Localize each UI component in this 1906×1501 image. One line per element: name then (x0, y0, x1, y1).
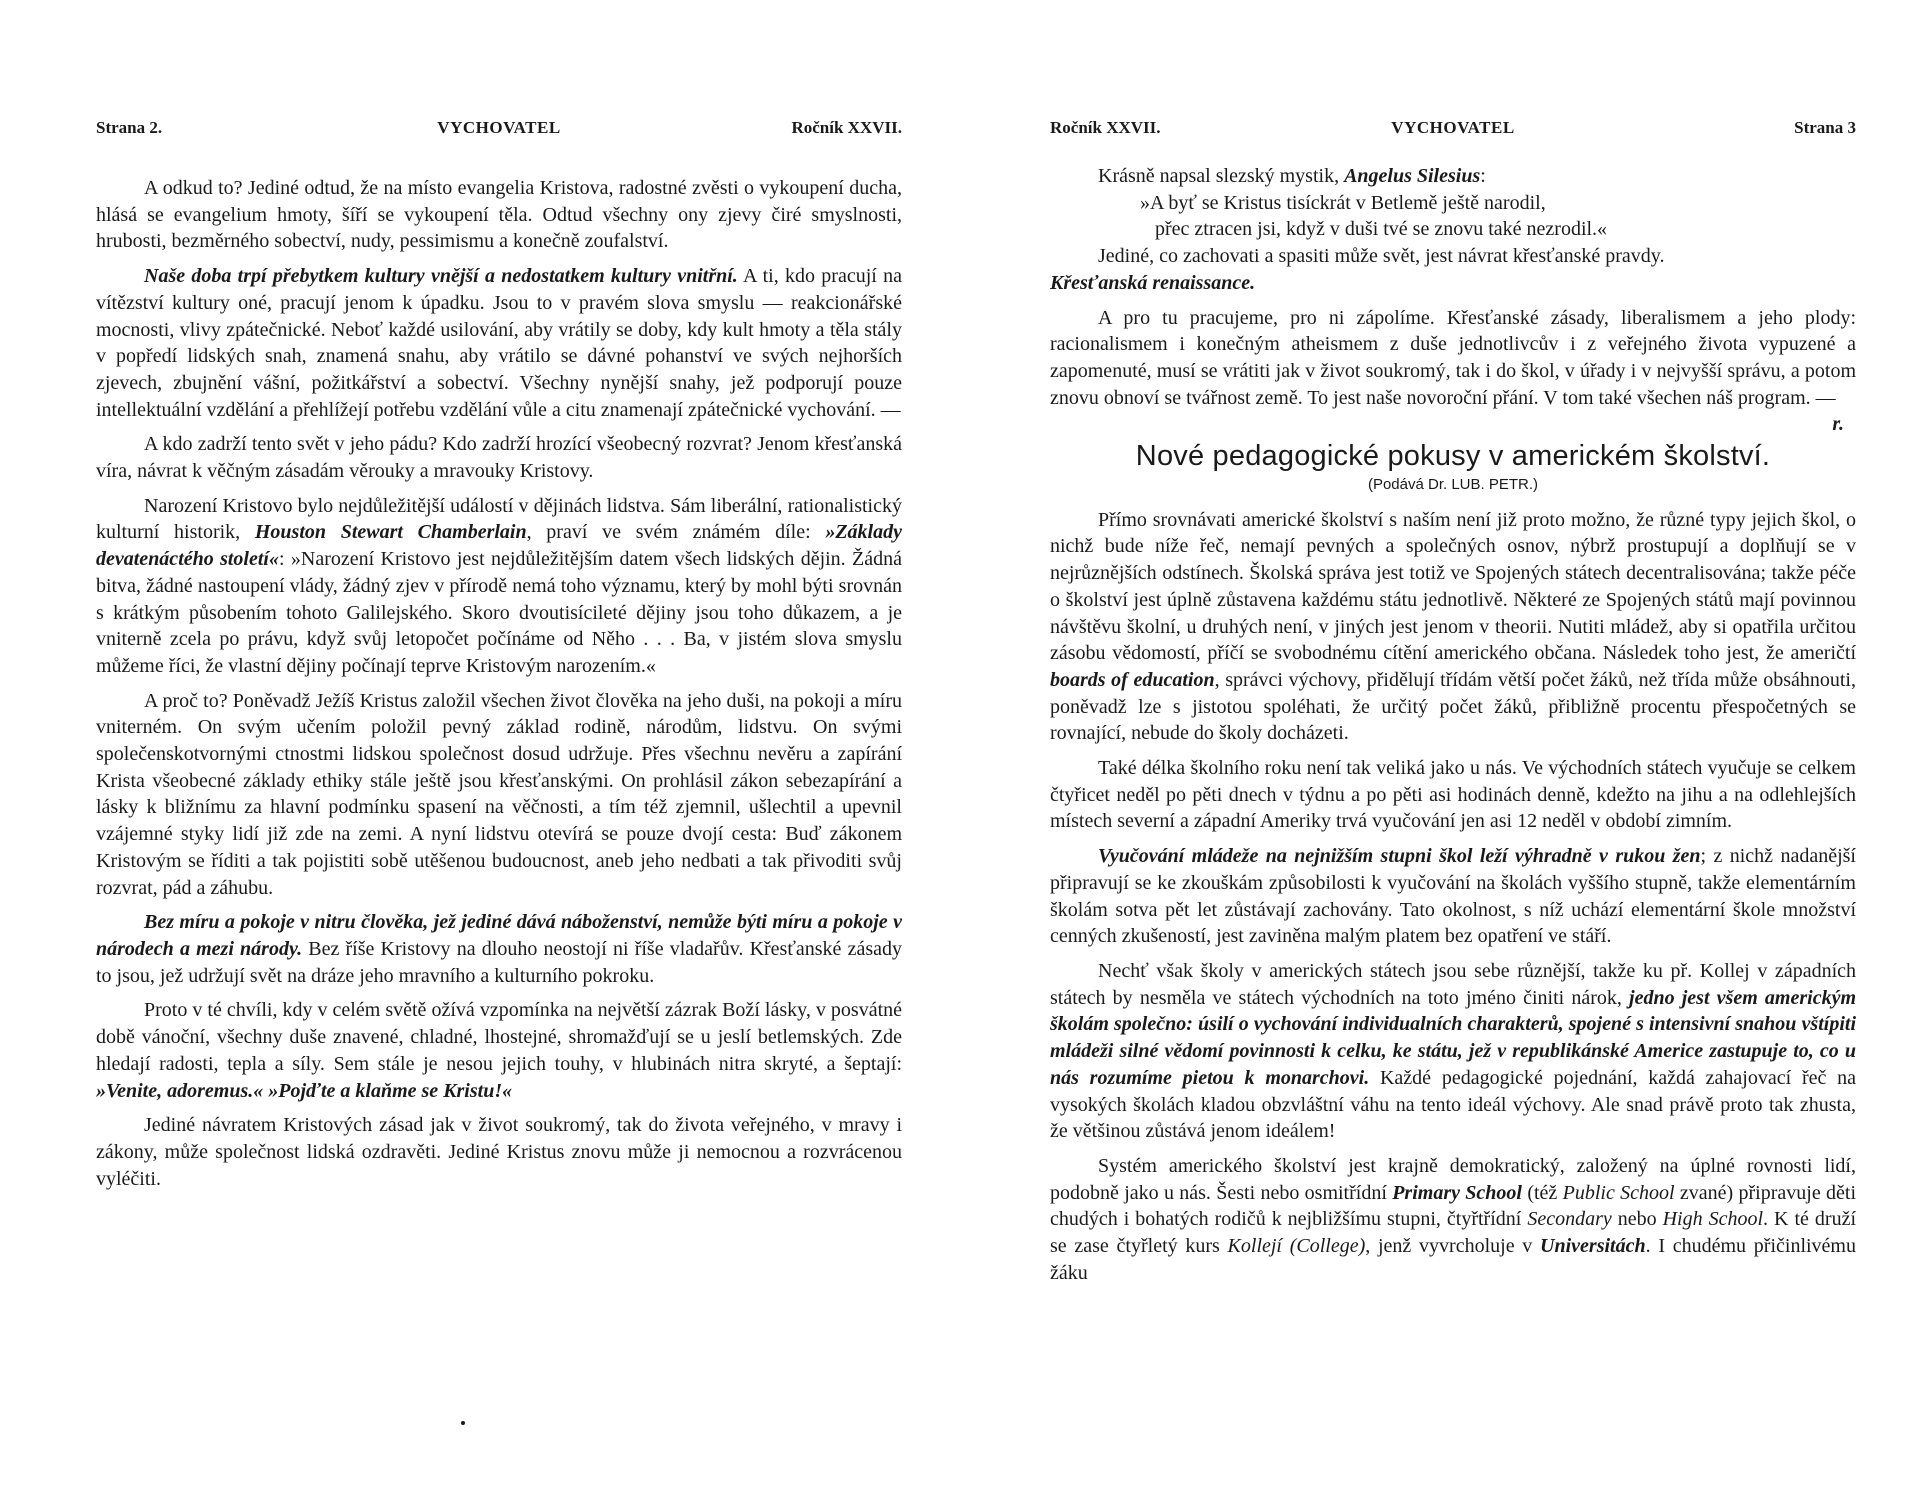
verse-line: »A byť se Kristus tisíckrát v Betlemě ještě narodil, (1140, 191, 1546, 214)
author-name: Houston Stewart Chamberlain (254, 521, 527, 544)
paragraph (1050, 305, 1856, 436)
paragraph-text: (též (1522, 1181, 1563, 1204)
left-page-number: Strana 2. (96, 118, 163, 137)
signature: r. (1832, 413, 1844, 436)
emphasis: Naše doba trpí přebytkem kultury vnější a nedostatkem kultury vnitřní. (144, 265, 738, 288)
paragraph-text: zvané) připravuje děti chudých i bohatých rodičů k nejbližšímu stupni, čtyřtřídní (1050, 1181, 1857, 1231)
paragraph-text: : (1480, 165, 1486, 187)
emphasis: Bez míru a pokoje v nitru člověka, jež jediné dává náboženství, nemůže býti míru a pokoje v národech a mezi národy. (96, 911, 902, 960)
emphasis: jedno jest všem americkým školám společno: úsilí o vychování individualních charakterů, spojené s intensivní snahou vštípiti mládeži silné vědomí povinnosti k celku, ke státu, jež v republikánské Americe zastupuje to, co u nás rozumíme pietou k monarchovi. (1050, 986, 1857, 1089)
paragraph (1050, 270, 1856, 297)
paragraph: Jediné návratem Kristových zásad jak v život soukromý, tak do života veřejného, v mravy i zákony, může společnost lidská ozdravěti. Jediné Kristus znovu může ji nemocnou a rozvrácenou vyléčiti. (96, 1114, 902, 1190)
school-term: Universitách (1540, 1235, 1646, 1258)
right-journal-title: VYCHOVATEL (1391, 118, 1515, 137)
paragraph-text: , správci výchovy, přidělují třídám větší počet žáků, než třída může obsáhnouti, poněvadž lze s jistotou spoléhati, že určitý počet žáků, přibližně procentu přespočetných se rovnající, nebude do školy docházeti. (1050, 668, 1856, 745)
paragraph-text: , jenž vyvrcholuje v (1365, 1235, 1541, 1258)
paragraph-text: Každé pedagogické pojednání, každá zahajovací řeč na vysokých školách kladou obzvláštní váhu na tento ideál výchovy. Ale snad právě proto tak zhusta, že většinou zůstává jenom ideálem! (1050, 1066, 1856, 1143)
paragraph (96, 263, 902, 423)
paragraph: A odkud to? Jediné odtud, že na místo evangelia Kristova, radostné zvěsti o vykoupení ducha, hlásá se evangelium hmoty, šíří se vykoupení těla. Odtud všechny ony zjevy čiré smyslnosti, hrubosti, bezměrného sobectví, nudy, pessimismu a konečně zoufalství. (96, 177, 902, 253)
right-volume: Ročník XXVII. (1050, 118, 1161, 137)
paragraph-text: . K té druží se zase čtyřletý kurs (1050, 1208, 1856, 1258)
verse-line: přec ztracen jsi, když v duši tvé se znovu také nezrodil.« (1155, 218, 1608, 241)
emphasis: Vyučování mládeže na nejnižším stupni škol leží výhradně v rukou žen (1098, 845, 1701, 868)
paragraph (1050, 843, 1856, 950)
paragraph (1050, 958, 1856, 1145)
ink-dot (461, 1421, 465, 1425)
left-page-body (96, 175, 902, 1200)
paragraph (1050, 1153, 1856, 1287)
author-name: Angelus Silesius (1344, 165, 1481, 187)
paragraph-text: : »Narození Kristovo jest nejdůležitějším datem všech lidských dějin. Žádná bitva, žádné nastoupení vlády, žádný zjev v přírodě nemá toho významu, který by mohl býti srovnán s krátkým působením tohoto Galilejského. Skoro dvoutisícileté dějiny jsou toho důkazem, a je vniterně zcela po právu, když svůj letopočet počínáme od Něho . . . Ba, v jistém slova smyslu můžeme říci, že vlastní dějiny počínají teprve Kristovým narozením.« (96, 548, 902, 677)
paragraph-text: Narození Kristovo bylo nejdůležitější událostí v dějinách lidstva. Sám liberální, rationalistický kulturní historik, (96, 494, 902, 544)
paragraph: A proč to? Poněvadž Ježíš Kristus založil všechen život člověka na jeho duši, na pokoji a míru vniterném. On svým učením položil pevný základ rodině, národům, lidstvu. On svými společenskotvornými ctnostmi lidskou společnost dosud udržuje. Přes všechnu nevěru a zapírání Krista všeobecné základy ethiky stále ještě jsou křesťanskými. On prohlásil zákon sebezapírání a lásky k bližnímu za hlavní podmínku spasení na věčnosti, a tím též zjemnil, ušlechtil a upevnil vzájemné styky lidí již zde na zemi. A nyní lidstvu otevírá se pouze dvojí cesta: Buď zákonem Kristovým se říditi a tak pojistiti sobě utěšenou budoucnost, aneb jeho nedbati a tak přivoditi svůj rozvrat, pád a záhubu. (96, 689, 902, 899)
school-term: Primary School (1392, 1181, 1522, 1204)
paragraph (96, 493, 902, 680)
work-title: »Základy devatenáctého století« (96, 521, 902, 571)
left-page-header (96, 118, 902, 142)
paragraph-text: A pro tu pracujeme, pro ni zápolíme. Křesťanské zásady, liberalismem a jeho plody: racionalismem i konečným atheismem z duše jednotlivcův i z veřejného života vypuzené a zapomenuté, musí se vrátiti jak v život soukromý, tak i do škol, v úřady i v nejvyšší správu, a potom znovu obnoví se tvářnost země. To jest naše novoroční přání. V tom také všechen náš program. — (1050, 306, 1856, 409)
paragraph-text: Krásně napsal slezský mystik, (1098, 165, 1345, 187)
school-term: Secondary (1527, 1208, 1612, 1231)
emphasis: Křesťanská renaissance. (1050, 271, 1256, 294)
paragraph (96, 997, 902, 1104)
paragraph (1050, 163, 1856, 190)
paragraph: Také délka školního roku není tak veliká jako u nás. Ve východních státech vyučuje se celkem čtyřicet neděl po pěti dnech v týdnu a po pěti asi hodinách denně, kdežto na jihu a na odlehlejších místech severní a západní Ameriky trvá vyučování jen asi 12 neděl v období zimním. (1050, 757, 1856, 833)
left-page (96, 0, 902, 1501)
paragraph-text: Bez říše Kristovy na dlouho neostojí ni říše vladařův. Křesťanské zásady to jsou, jež udržují svět na dráze jeho mravního a kulturního pokroku. (96, 937, 902, 987)
school-term: Public School (1562, 1181, 1675, 1204)
paragraph-text: Nechť však školy v amerických státech jsou sebe různější, takže ku př. Kollej v západních státech by nesměla ve státech východních na toto jméno činiti nárok, (1050, 959, 1856, 1009)
school-term: Kollejí (College) (1227, 1235, 1366, 1258)
left-volume: Ročník XXVII. (791, 118, 902, 137)
paragraph-text: nebo (1611, 1208, 1663, 1231)
paragraph-text: Proto v té chvíli, kdy v celém světě ožívá vzpomínka na největší zázrak Boží lásky, v posvátné době vánoční, všechny duše znavené, chladné, lhostejné, shromažďují se u jeslí betlemských. Zde hledají radosti, tepla a síly. Sem stále je nesou jejich touhy, v hlubinách nitra skryté, a šeptají: (96, 999, 902, 1075)
paragraph: A kdo zadrží tento svět v jeho pádu? Kdo zadrží hrozící všeobecný rozvrat? Jenom křesťanská víra, návrat k věčným zásadám věrouky a mravouky Kristovy. (96, 433, 902, 483)
right-page-number: Strana 3 (1794, 118, 1856, 137)
emphasis: boards of education (1050, 668, 1215, 691)
paragraph-text: , praví ve svém známém díle: (526, 521, 826, 544)
right-page-header (1050, 118, 1856, 142)
school-term: High School (1662, 1208, 1764, 1231)
verse (1050, 190, 1856, 243)
emphasis: »Venite, adoremus.« »Pojďte a klaňme se Kristu!« (96, 1079, 513, 1102)
paragraph-text: . I chudému přičinlivému žáku (1050, 1235, 1856, 1284)
right-page (1050, 0, 1856, 1501)
right-page-body (1050, 163, 1856, 1294)
paragraph-text: ; z nichž nadanější připravují se ke zkouškám způsobilosti k vyučování na školách vyššího stupně, takže elementárním školám sotva pět let zůstávají zachovány. Tato okolnost, s níž uchází elementární škole množství cenných zkušeností, jest zaviněna malým platem bez opatření ve stáří. (1050, 845, 1856, 948)
paragraph-text: A ti, kdo pracují na vítězství kultury oné, pracují jenom k úpadku. Jsou to v pravém slova smyslu — reakcionářské mocnosti, vlivy zpátečnické. Neboť každé usilování, aby vrátily se doby, kdy kult hmoty a těla stály v popředí lidských snah, znamená snahu, aby vrátilo se dávné pohanství ve svých nejhorších zjevech, zbujnění vášní, požitkářství a sobectví. Všechny nynější snahy, jež podporují pouze intellektuální vzdělání a přehlížejí potřebu vzdělání vůle a citu znamenají zpátečnické vychování. — (96, 265, 902, 421)
paragraph (1050, 507, 1856, 747)
left-journal-title: VYCHOVATEL (437, 118, 561, 137)
paragraph-text: Přímo srovnávati americké školství s naším není již proto možno, že různé typy jejich škol, o nichž bude níže řeč, nemají pevných a společných osnov, nýbrž prostupují a doplňují se v nejrůznějších odstínech. Školská správa jest totiž ve Spojených státech decentralisována; takže péče o školství jest úplně zůstavena každému státu jednotlivě. Některé ze Spojených států mají povinnou návštěvu školní, u druhých není, v jiných jest jenom v theorii. Nutiti mládež, aby si opatřila určitou zásobu vědomostí, příčí se svobodnému cítění amerického občana. Následek toho jest, že američtí (1050, 508, 1856, 665)
byline: (Podává Dr. LUB. PETR.) (1367, 476, 1539, 494)
paragraph-text: Systém amerického školství jest krajně demokratický, založený na úplné rovnosti lidí, podobně jako u nás. Šesti nebo osmitřídní (1050, 1154, 1856, 1204)
paragraph (96, 909, 902, 989)
paragraph: Jediné, co zachovati a spasiti může svět, jest návrat křesťanské pravdy. (1098, 245, 1665, 268)
article-title: Nové pedagogické pokusy v americkém školství. (1135, 440, 1771, 473)
